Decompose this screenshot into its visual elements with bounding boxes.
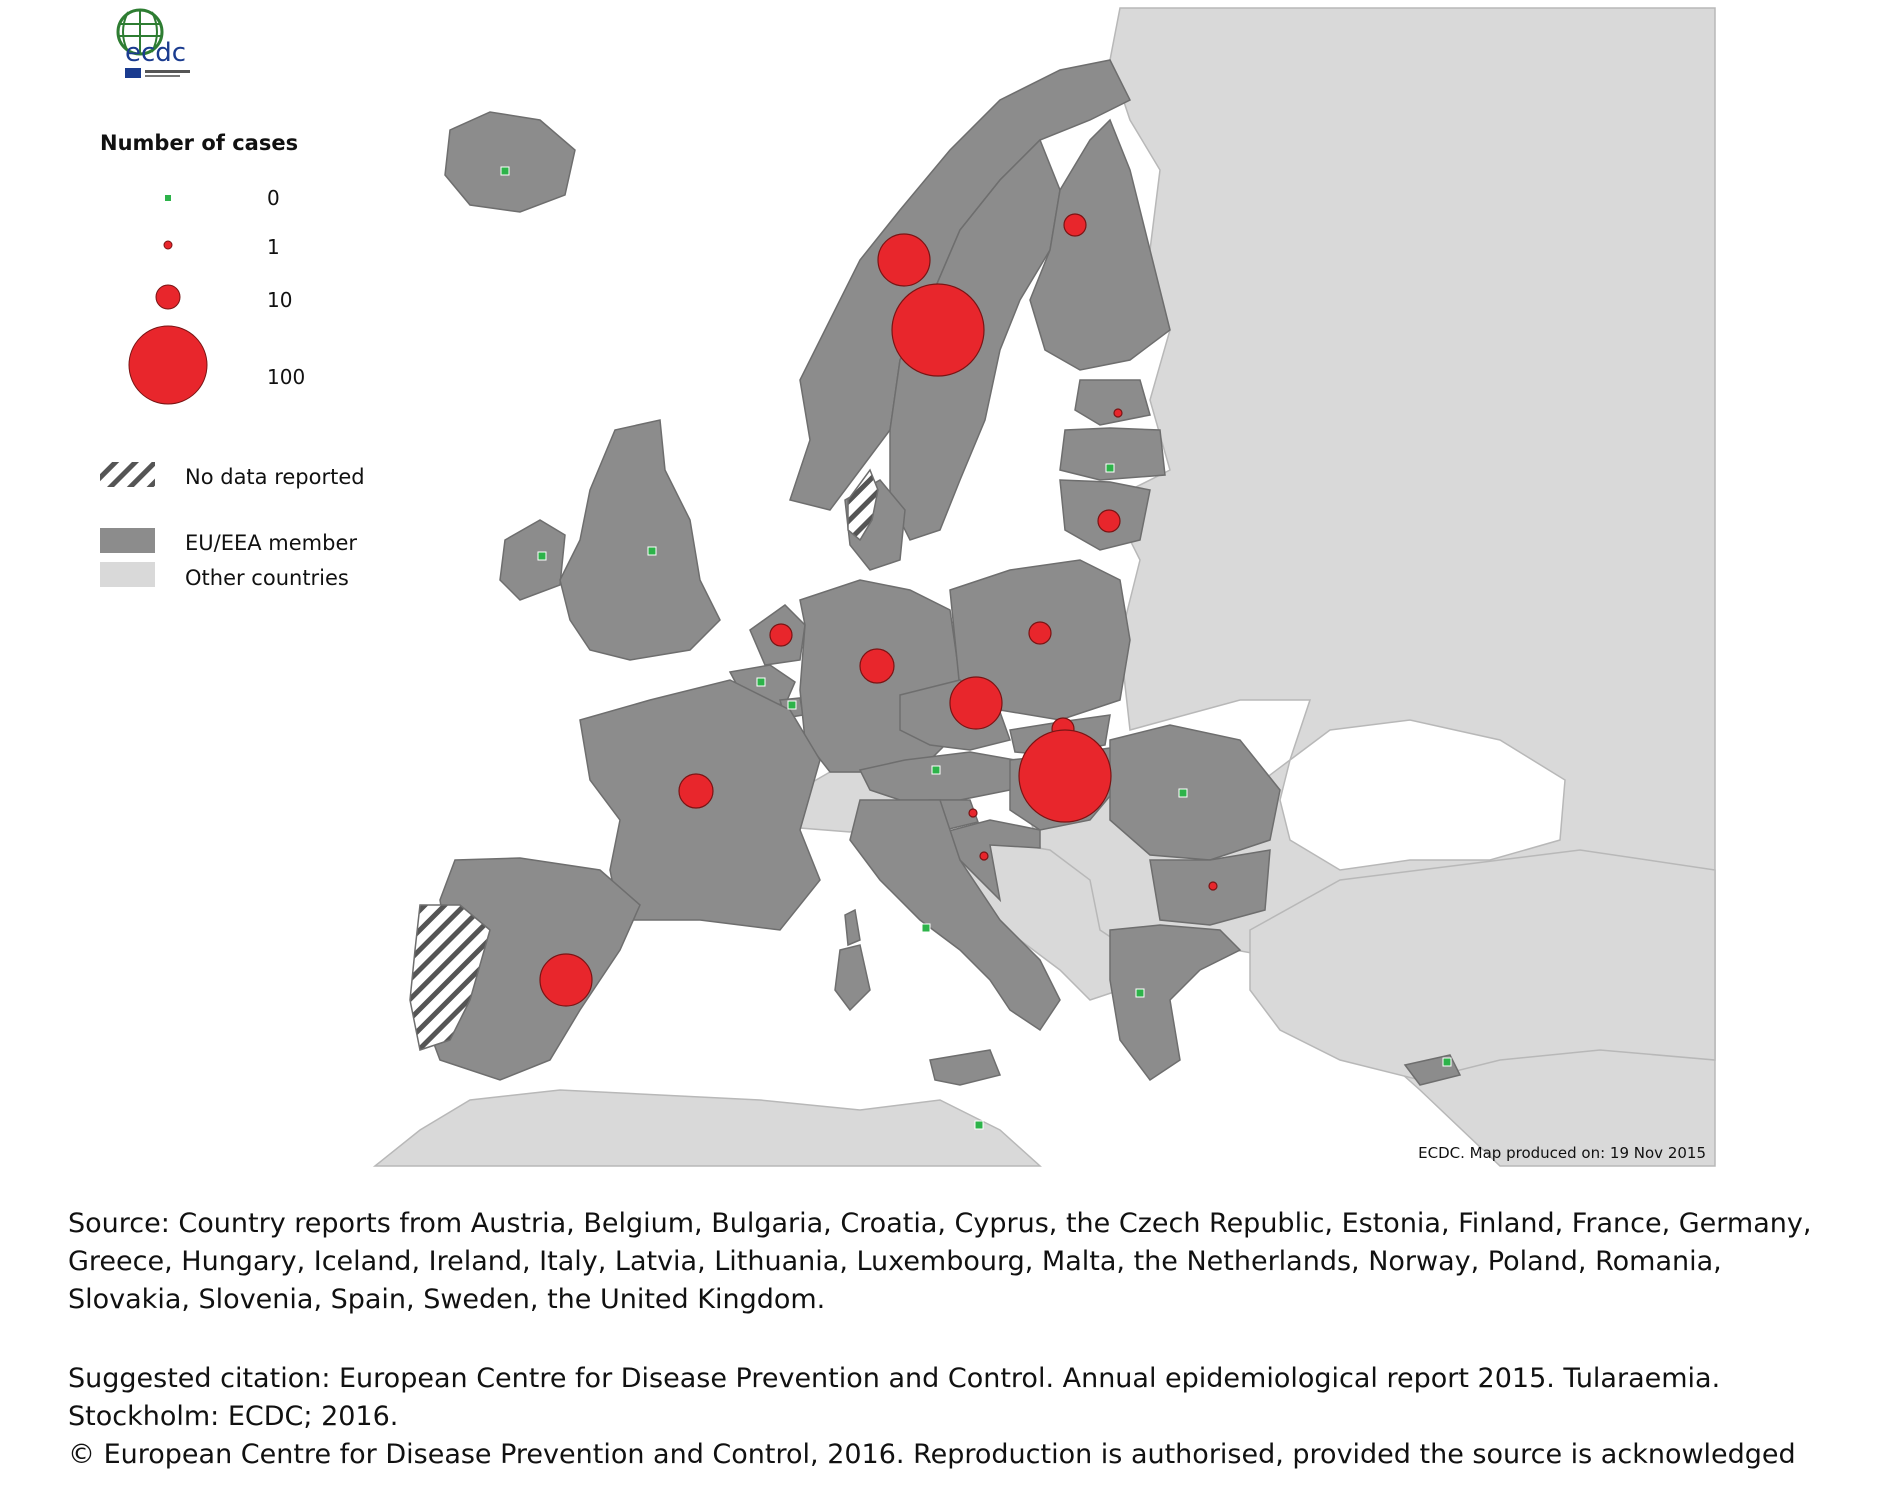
north-africa bbox=[375, 1090, 1040, 1166]
legend-no-data-label: No data reported bbox=[185, 465, 365, 489]
marker-zero-italy bbox=[922, 924, 930, 932]
marker-cases-bulgaria bbox=[1209, 882, 1217, 890]
copyright-line: © European Centre for Disease Prevention and Control, 2016. Reproduction is authorised, provided the source is acknowledged bbox=[68, 1439, 1796, 1470]
legend-label-100: 100 bbox=[267, 365, 306, 389]
marker-cases-netherlands bbox=[770, 624, 792, 646]
logo-text: ecdc bbox=[125, 38, 187, 68]
marker-cases-france bbox=[679, 774, 713, 808]
map-credit: ECDC. Map produced on: 19 Nov 2015 bbox=[1418, 1144, 1706, 1162]
marker-zero-ireland bbox=[538, 552, 546, 560]
legend-symbol-1 bbox=[164, 241, 172, 249]
marker-cases-hungary bbox=[1019, 730, 1111, 822]
marker-cases-finland bbox=[1064, 214, 1086, 236]
marker-zero-latvia bbox=[1106, 464, 1114, 472]
marker-cases-lithuania bbox=[1098, 510, 1120, 532]
marker-zero-malta bbox=[975, 1121, 983, 1129]
marker-zero-romania bbox=[1179, 789, 1187, 797]
source-line-3: Slovakia, Slovenia, Spain, Sweden, the United Kingdom. bbox=[68, 1284, 826, 1315]
marker-zero-luxembourg bbox=[788, 701, 796, 709]
citation-line-2: Stockholm: ECDC; 2016. bbox=[68, 1401, 399, 1432]
eu-flag-icon bbox=[125, 68, 141, 78]
legend-label-1: 1 bbox=[267, 235, 280, 259]
legend-swatch-eu-member bbox=[100, 528, 155, 553]
marker-zero-belgium bbox=[757, 678, 765, 686]
legend-swatch-no-data bbox=[100, 462, 155, 487]
marker-cases-germany bbox=[860, 649, 894, 683]
marker-cases-poland bbox=[1029, 622, 1051, 644]
legend-symbol-0 bbox=[165, 195, 171, 201]
legend-label-10: 10 bbox=[267, 288, 293, 312]
legend-symbol-100 bbox=[129, 326, 207, 404]
legend-label-0: 0 bbox=[267, 186, 280, 210]
marker-cases-croatia bbox=[980, 852, 988, 860]
marker-cases-czech-republic bbox=[950, 677, 1002, 729]
source-note bbox=[68, 1205, 1888, 1319]
legend-swatch-other-countries bbox=[100, 562, 155, 587]
marker-cases-sweden bbox=[892, 284, 984, 376]
marker-cases-estonia bbox=[1114, 409, 1122, 417]
legend-symbols bbox=[100, 195, 207, 587]
marker-zero-united-kingdom bbox=[648, 547, 656, 555]
citation-line-1: Suggested citation: European Centre for Disease Prevention and Control. Annual epidemiological report 2015. Tularaemia. bbox=[68, 1363, 1721, 1394]
legend-eu-member-label: EU/EEA member bbox=[185, 531, 358, 555]
legend-symbol-10 bbox=[156, 285, 180, 309]
marker-cases-spain bbox=[540, 954, 592, 1006]
marker-cases-slovenia bbox=[969, 809, 977, 817]
marker-zero-austria bbox=[932, 766, 940, 774]
marker-zero-iceland bbox=[501, 167, 509, 175]
citation-note bbox=[68, 1360, 1888, 1474]
marker-zero-greece bbox=[1136, 989, 1144, 997]
marker-cases-norway bbox=[878, 234, 930, 286]
source-line-2: Greece, Hungary, Iceland, Ireland, Italy, Latvia, Lithuania, Luxembourg, Malta, the Netherlands, Norway, Poland, Romania, bbox=[68, 1246, 1722, 1277]
legend-title: Number of cases bbox=[100, 131, 299, 155]
source-line-1: Source: Country reports from Austria, Belgium, Bulgaria, Croatia, Cyprus, the Czech Republic, Estonia, Finland, France, Germany, bbox=[68, 1208, 1812, 1239]
marker-zero-cyprus bbox=[1443, 1058, 1451, 1066]
legend-other-countries-label: Other countries bbox=[185, 566, 349, 590]
